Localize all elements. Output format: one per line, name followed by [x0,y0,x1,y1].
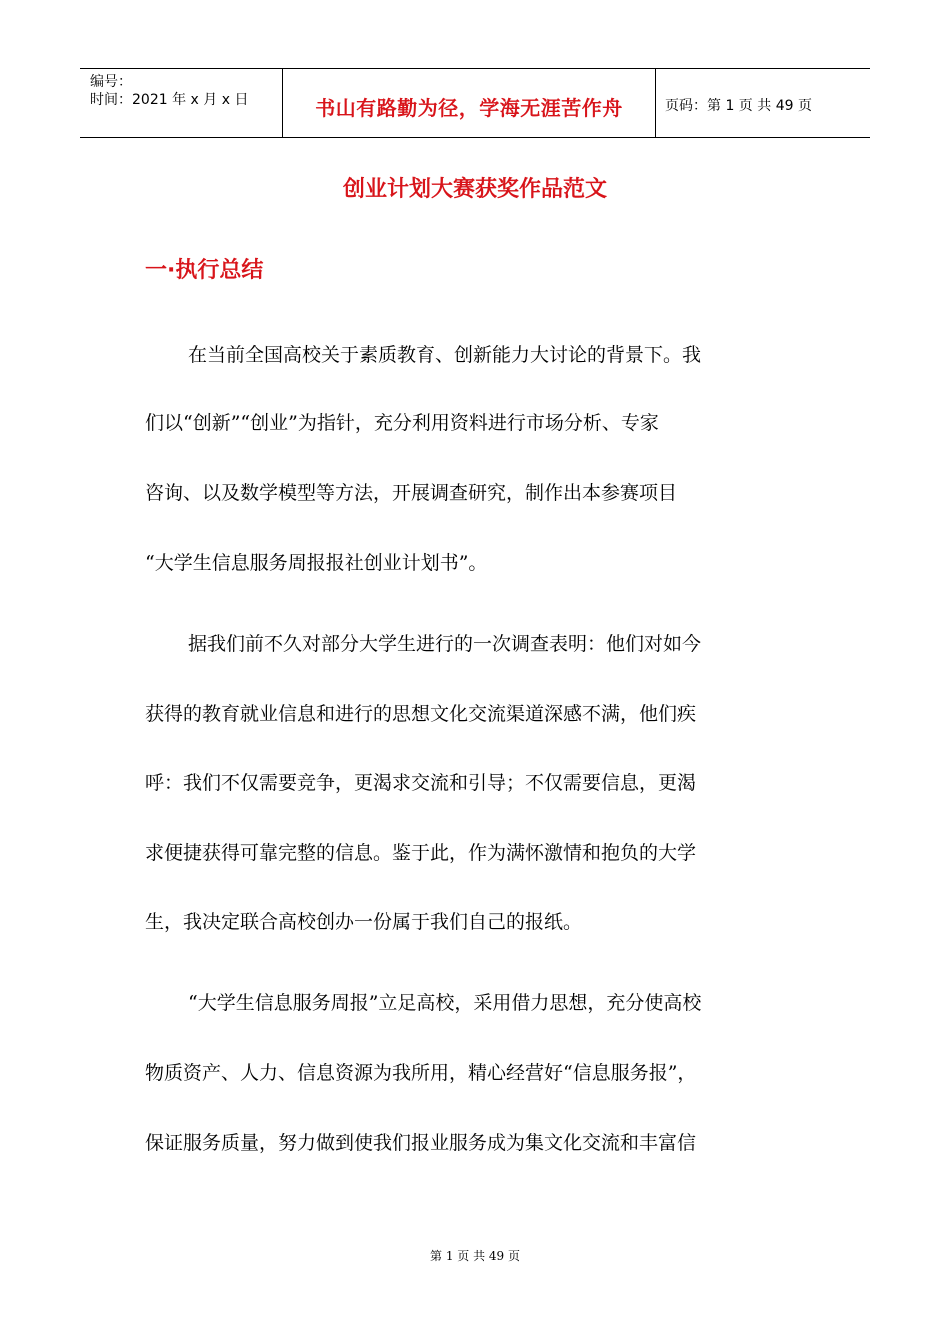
paragraph-line: 获得的教育就业信息和进行的思想文化交流渠道深感不满，他们疾 [145,703,697,725]
paragraph-line: “大学生信息服务周报报社创业计划书”。 [145,552,488,574]
page-info: 页码：第 1 页 共 49 页 [665,98,812,114]
motto: 书山有路勤为径，学海无涯苦作舟 [315,96,623,120]
page-footer: 第 1 页 共 49 页 [430,1249,520,1263]
paragraph-line: 生，我决定联合高校创办一份属于我们自己的报纸。 [145,911,583,933]
header-table [80,68,870,138]
paragraph-line: 在当前全国高校关于素质教育、创新能力大讨论的背景下。我 [188,344,702,366]
paragraph-line: 物质资产、人力、信息资源为我所用，精心经营好“信息服务报”， [145,1062,697,1084]
time-label: 时间：2021 年 x 月 x 日 [90,92,249,108]
paragraph-line: 们以“创新”“创业”为指针，充分利用资料进行市场分析、专家 [145,412,659,434]
document-title: 创业计划大赛获奖作品范文 [342,177,607,202]
number-label: 编号： [90,74,132,90]
paragraph-line: 咨询、以及数学模型等方法，开展调查研究，制作出本参赛项目 [145,482,678,504]
paragraph-line: 求便捷获得可靠完整的信息。鉴于此，作为满怀激情和抱负的大学 [145,842,697,864]
paragraph-line: 呼：我们不仅需要竞争，更渴求交流和引导；不仅需要信息，更渴 [145,772,697,794]
header-motto-cell [282,69,656,137]
header-page-cell [655,69,870,137]
paragraph-line: 据我们前不久对部分大学生进行的一次调查表明：他们对如今 [188,633,702,655]
header-meta-cell [80,69,282,137]
paragraph-line: 保证服务质量，努力做到使我们报业服务成为集文化交流和丰富信 [145,1132,697,1154]
section-heading: 一·执行总结 [145,258,264,283]
paragraph-line: “大学生信息服务周报”立足高校，采用借力思想，充分使高校 [188,992,702,1014]
